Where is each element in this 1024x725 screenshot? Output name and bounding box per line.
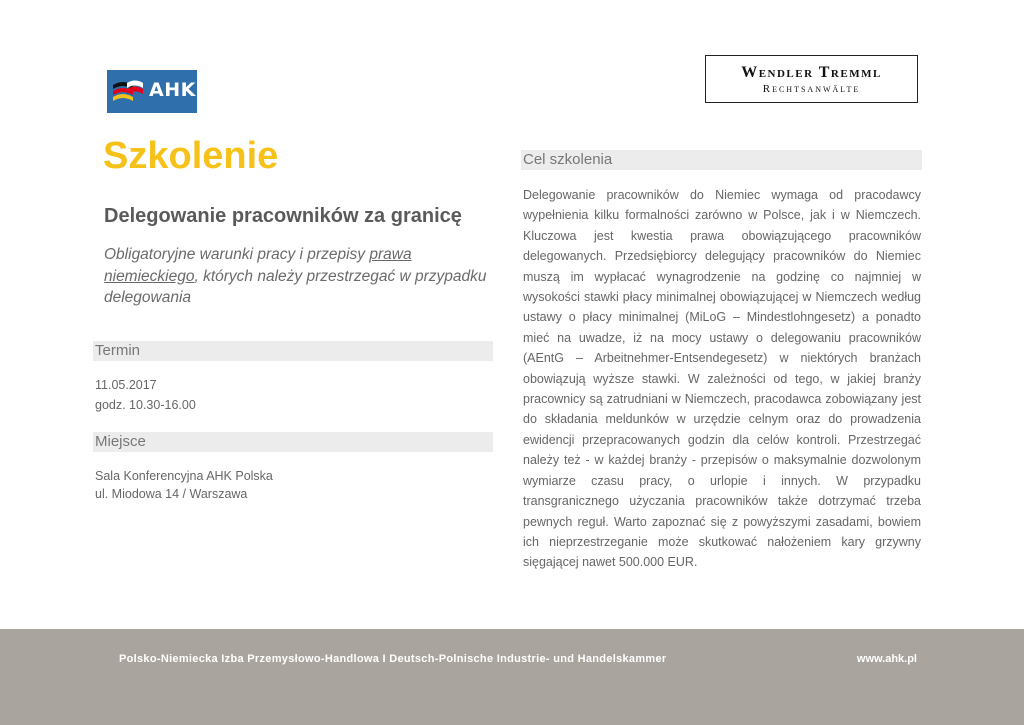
termin-time: godz. 10.30-16.00 [95,398,196,412]
description-part2: , których należy przestrzegać w przypadku delegowania [104,267,487,306]
page-subtitle: Delegowanie pracowników za granicę [104,205,462,227]
ahk-logo [107,70,197,113]
termin-heading: Termin [93,341,493,361]
footer-text: Polsko-Niemiecka Izba Przemysłowo-Handlowa I Deutsch-Polnische Industrie- und Handelskammer [119,653,667,665]
footer-website-link[interactable]: www.ahk.pl [856,653,917,665]
wendler-tremml-logo [705,55,918,103]
law-link[interactable]: prawa niemieckiego [104,246,412,285]
termin-date: 11.05.2017 [95,378,157,392]
footer-bar [0,629,1024,725]
description-part1: Obligatoryjne warunki pracy i przepisy [104,246,370,263]
training-description [104,244,494,309]
ahk-logo-text: AHK [149,79,196,101]
miejsce-address: ul. Miodowa 14 / Warszawa [95,487,248,501]
wt-logo-subtitle: Rechtsanwälte [762,83,861,95]
wt-logo-name: Wendler Tremml [741,64,882,81]
flag-icon [113,79,143,105]
miejsce-venue: Sala Konferencyjna AHK Polska [95,469,273,483]
miejsce-heading: Miejsce [93,432,493,452]
page-title: Szkolenie [103,135,279,177]
cel-body-text: Delegowanie pracowników do Niemiec wymaga od pracodawcy wypełnienia kilku formalności zarówno w Polsce, jak i w Niemczech. Kluczowa jest kwestia prawa obowiązującego pracowników delegowanych. Przedsiębiorcy delegujący pracowników do Niemiec muszą im wypłacać wynagrodzenie na godzinę co najmniej w wysokości stawki płacy minimalnej obowiązującej w Niemczech według ustawy o płacy minimalnej (MiLoG – Mindestlohngesetz) a ponadto mieć na uwadze, iż na mocy ustawy o delegowaniu pracowników (AEntG – Arbeitnehmer-Entsendegesetz) w niektórych branżach obowiązują wyższe stawki. W zależności od tego, w jakiej branży pracownicy są zatrudniani w Niemczech, pracodawca zobowiązany jest do składania meldunków w urzędzie celnym oraz do prowadzenia ewidencji przepracowanych godzin dla celów kontroli. Przestrzegać należy też - w każdej branży - przepisów o maksymalnie dozwolonym wymiarze czasu pracy, o urlopie i innych. W przypadku transgranicznego użyczania pracowników także dotrzymać trzeba pewnych reguł. Warto zapoznać się z powyższymi zasadami, bowiem ich nieprzestrzeganie może skutkować nałożeniem kary grzywny sięgającej nawet 500.000 EUR. [523,188,921,570]
cel-heading: Cel szkolenia [521,150,922,170]
